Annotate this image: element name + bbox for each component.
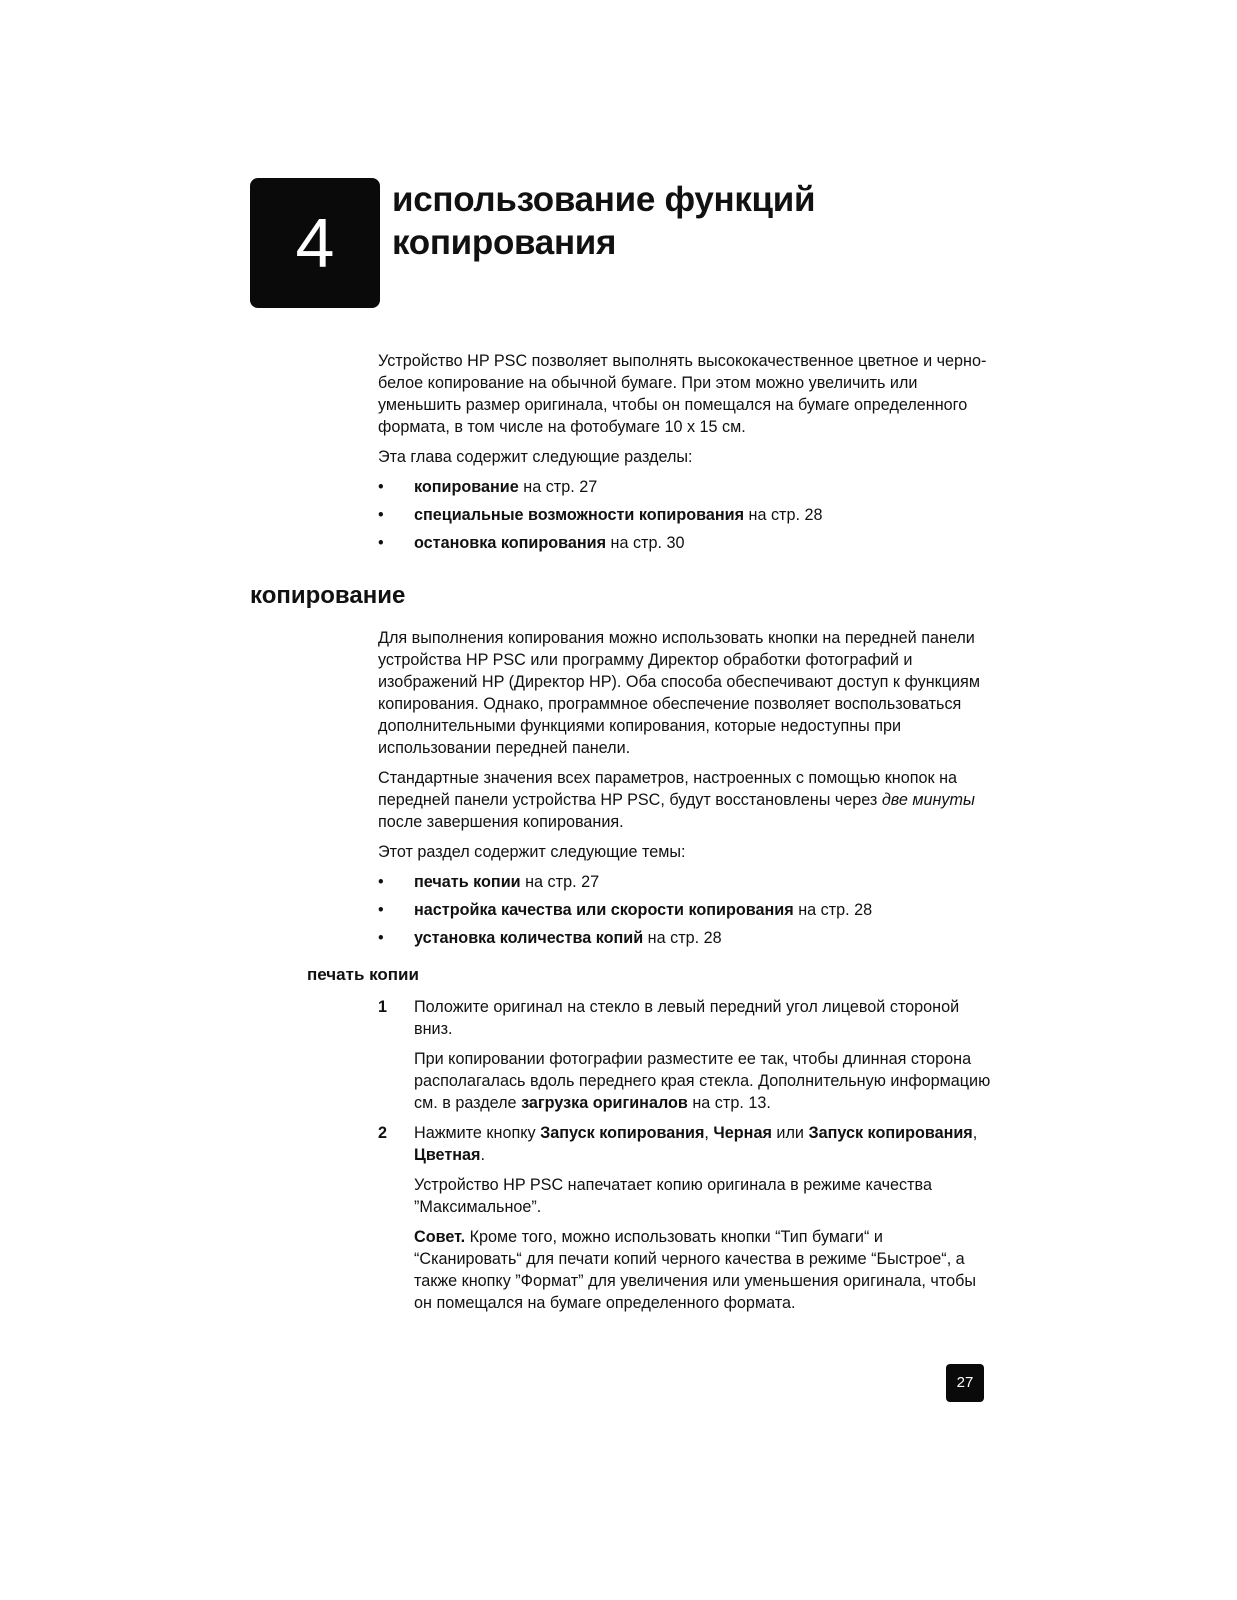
- chapter-title: [392, 178, 992, 264]
- list-item[interactable]: • специальные возможности копирования на стр. 28: [378, 506, 823, 524]
- toc-link[interactable]: специальные возможности копирования: [414, 506, 745, 524]
- button-name: Цветная: [414, 1146, 481, 1164]
- toc-link[interactable]: остановка копирования: [414, 534, 607, 552]
- italic-run: две минуты: [881, 791, 975, 809]
- list-item[interactable]: • печать копии на стр. 27: [378, 873, 600, 891]
- step-result: Устройство HP PSC напечатает копию оригинала в режиме качества ”Максимальное”.: [414, 1176, 932, 1216]
- text-run: после завершения копирования.: [378, 813, 624, 831]
- page-ref: на стр. 28: [793, 901, 873, 919]
- step-number: 2: [378, 1124, 388, 1142]
- page-ref: на стр. 27: [520, 873, 600, 891]
- button-name: Запуск копирования: [540, 1124, 705, 1142]
- chapter-number: 4: [295, 204, 335, 282]
- topics-lead: Этот раздел содержит следующие темы:: [378, 843, 686, 861]
- page-ref: на стр. 28: [744, 506, 823, 524]
- subsection-heading: печать копии: [307, 965, 419, 984]
- contents-lead: Эта глава содержит следующие разделы:: [378, 448, 693, 466]
- chapter-title-line2: копирования: [392, 223, 617, 262]
- list-item[interactable]: • остановка копирования на стр. 30: [378, 534, 685, 552]
- button-name: Черная: [713, 1124, 772, 1142]
- step-number: 1: [378, 998, 388, 1016]
- cross-ref-link[interactable]: загрузка оригиналов: [521, 1094, 688, 1112]
- chapter-contents-list: [378, 476, 993, 554]
- steps-list: [378, 996, 993, 1322]
- text-run: Нажмите кнопку: [414, 1124, 541, 1142]
- section-heading: копирование: [250, 582, 406, 609]
- tip-label: Совет.: [414, 1228, 466, 1246]
- text-run: .: [480, 1146, 486, 1164]
- step-note: [414, 1048, 993, 1114]
- toc-link[interactable]: копирование: [414, 478, 519, 496]
- chapter-title-line1: использование функций: [392, 180, 816, 219]
- step-text: Положите оригинал на стекло в левый передний угол лицевой стороной вниз.: [414, 998, 960, 1038]
- section-paragraph-1: Для выполнения копирования можно использовать кнопки на передней панели устройства HP PSC или программу Директор обработки фотографий и изображений HP (Директор HP). Оба способа обеспечивают доступ к функциям копирования. Однако, программное обеспечение позволяет воспользоваться дополнительными функциями копирования, которые недоступны при использовании передней панели.: [378, 629, 980, 757]
- section-topics-list: [378, 871, 993, 949]
- step-text: [414, 1122, 993, 1166]
- section-block: [378, 627, 993, 955]
- tip-text: Кроме того, можно использовать кнопки “Тип бумаги“ и “Сканировать“ для печати копий черного качества в режиме “Быстрое“, а также кнопку ”Формат” для увеличения или уменьшения оригинала, чтобы он помещался на бумаге определенного формата.: [414, 1228, 977, 1312]
- section-paragraph-2: [378, 767, 993, 833]
- page-ref: на стр. 28: [643, 929, 722, 947]
- page-number: 27: [946, 1364, 984, 1402]
- text-run: ,: [704, 1124, 714, 1142]
- step-1: [378, 996, 993, 1114]
- topic-link[interactable]: установка количества копий: [414, 929, 644, 947]
- intro-block: [378, 350, 993, 560]
- step-2: [378, 1122, 993, 1314]
- text-run: ,: [972, 1124, 978, 1142]
- list-item[interactable]: • настройка качества или скорости копирования на стр. 28: [378, 901, 873, 919]
- list-item[interactable]: • копирование на стр. 27: [378, 478, 598, 496]
- topic-link[interactable]: печать копии: [414, 873, 521, 891]
- text-run: При копировании фотографии разместите ее так, чтобы длинная сторона располагалась вдоль переднего края стекла. Дополнительную информацию см. в разделе: [414, 1050, 991, 1112]
- page-ref: на стр. 30: [606, 534, 685, 552]
- text-run: или: [771, 1124, 809, 1142]
- text-run: Стандартные значения всех параметров, настроенных с помощью кнопок на передней панели устройства HP PSC, будут восстановлены через: [378, 769, 958, 809]
- chapter-number-badge: [250, 178, 380, 308]
- page-ref: на стр. 27: [518, 478, 598, 496]
- text-run: на стр. 13.: [687, 1094, 771, 1112]
- tip: [414, 1226, 993, 1314]
- intro-paragraph: Устройство HP PSC позволяет выполнять высококачественное цветное и черно-белое копирование на обычной бумаге. При этом можно увеличить или уменьшить размер оригинала, чтобы он помещался на бумаге определенного формата, в том числе на фотобумаге 10 x 15 см.: [378, 352, 987, 436]
- list-item[interactable]: • установка количества копий на стр. 28: [378, 929, 722, 947]
- button-name: Запуск копирования: [808, 1124, 973, 1142]
- topic-link[interactable]: настройка качества или скорости копирования: [414, 901, 794, 919]
